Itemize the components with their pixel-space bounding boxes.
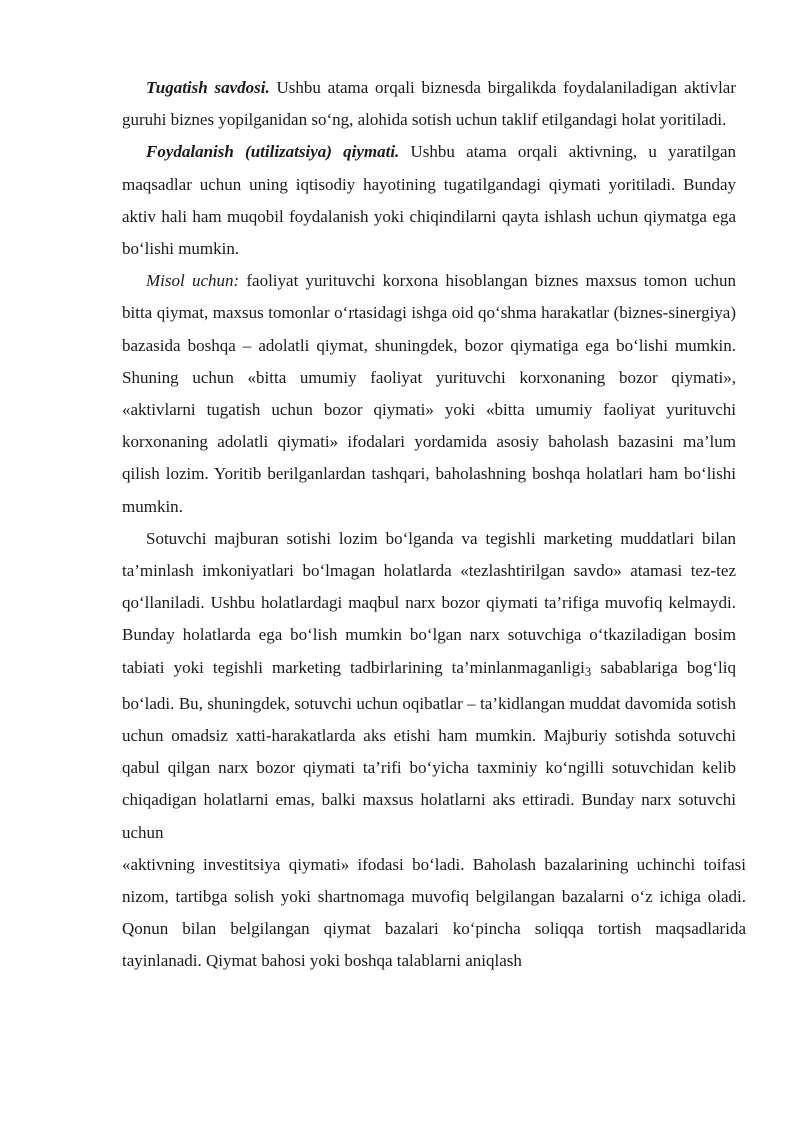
term-foydalanish-qiymati: Foydalanish (utilizatsiya) qiymati.: [146, 142, 400, 162]
paragraph-misol-uchun: [122, 265, 736, 523]
paragraph-text: «aktivning investitsiya qiymati» ifodasi bo‘ladi. Baholash bazalarining uchinchi toifasi nizom, tartibga solish yoki shartnomaga muvofiq belgilangan bazalarni o‘z ichiga oladi. Qonun bilan belgilangan qiymat bazalari ko‘pincha soliqqa tortish maqsadlarida tayinlanadi. Qiymat bahosi yoki boshqa talablarni aniqlash: [122, 854, 746, 971]
paragraph-text: Ushbu atama orqali aktivning, u yaratilgan maqsadlar uchun uning iqtisodiy hayotining tugatilgandagi qiymati yoritiladi. Bunday aktiv hali ham muqobil foydalanish yoki chiqindilarni qayta ishlash uchun qiymatga ega bo‘lishi mumkin.: [122, 142, 736, 259]
footnote-mark: 3: [584, 663, 592, 679]
paragraph-foydalanish-qiymati: [122, 136, 736, 265]
term-misol-uchun: Misol uchun:: [146, 271, 240, 291]
paragraph-tezlashtirilgan-savdo: [122, 523, 736, 849]
body-text: [122, 72, 746, 978]
paragraph-text: Ushbu atama orqali biznesda birgalikda foydalaniladigan aktivlar guruhi biznes yopilganidan so‘ng, alohida sotish uchun taklif etilgandagi holat yoritiladi.: [122, 78, 736, 130]
paragraph-text: sabablariga bog‘liq bo‘ladi. Bu, shuningdek, sotuvchi uchun oqibatlar – ta’kidlangan muddat davomida sotish uchun omadsiz xatti-harakatlarda aks etishi ham mumkin. Majburiy sotishda sotuvchi qabul qilgan narx bozor qiymati ta’rifi bo‘yicha taxminiy ko‘ngilli sotuvchidan kelib chiqadigan holatlarni emas, balki maxsus holatlarni aks ettiradi. Bunday narx sotuvchi uchun: [122, 657, 736, 842]
paragraph-text: faoliyat yurituvchi korxona hisoblangan biznes maxsus tomon uchun bitta qiymat, maxsus tomonlar o‘rtasidagi ishga oid qo‘shma harakatlar (biznes-sinergiya) bazasida boshqa – adolatli qiymat, shuningdek, bozor qiymatiga ega bo‘lishi mumkin. Shuning uchun «bitta umumiy faoliyat yurituvchi korxonaning bozor qiymati», «aktivlarni tugatish uchun bozor qiymati» yoki «bitta umumiy faoliyat yurituvchi korxonaning adolatli qiymati» ifodalari yordamida asosiy baholash bazasini ma’lum qilish lozim. Yoritib berilganlardan tashqari, baholashning boshqa holatlari ham bo‘lishi mumkin.: [122, 271, 736, 516]
paragraph-investitsiya-qiymati: [122, 849, 746, 978]
term-tugatish-savdosi: Tugatish savdosi.: [146, 78, 270, 97]
paragraph-tugatish-savdosi: [122, 72, 736, 136]
paragraph-text: Sotuvchi majburan sotishi lozim bo‘lganda va tegishli marketing muddatlari bilan ta’minlash imkoniyatlari bo‘lmagan holatlarda «tezlashtirilgan savdo» atamasi tez-tez qo‘llaniladi. Ushbu holatlardagi maqbul narx bozor qiymati ta’rifiga muvofiq kelmaydi. Bunday holatlarda ega bo‘lish mumkin bo‘lgan narx sotuvchiga o‘tkaziladigan bosim tabiati yoki tegishli marketing tadbirlarining ta’minlanmaganligi: [122, 528, 736, 677]
